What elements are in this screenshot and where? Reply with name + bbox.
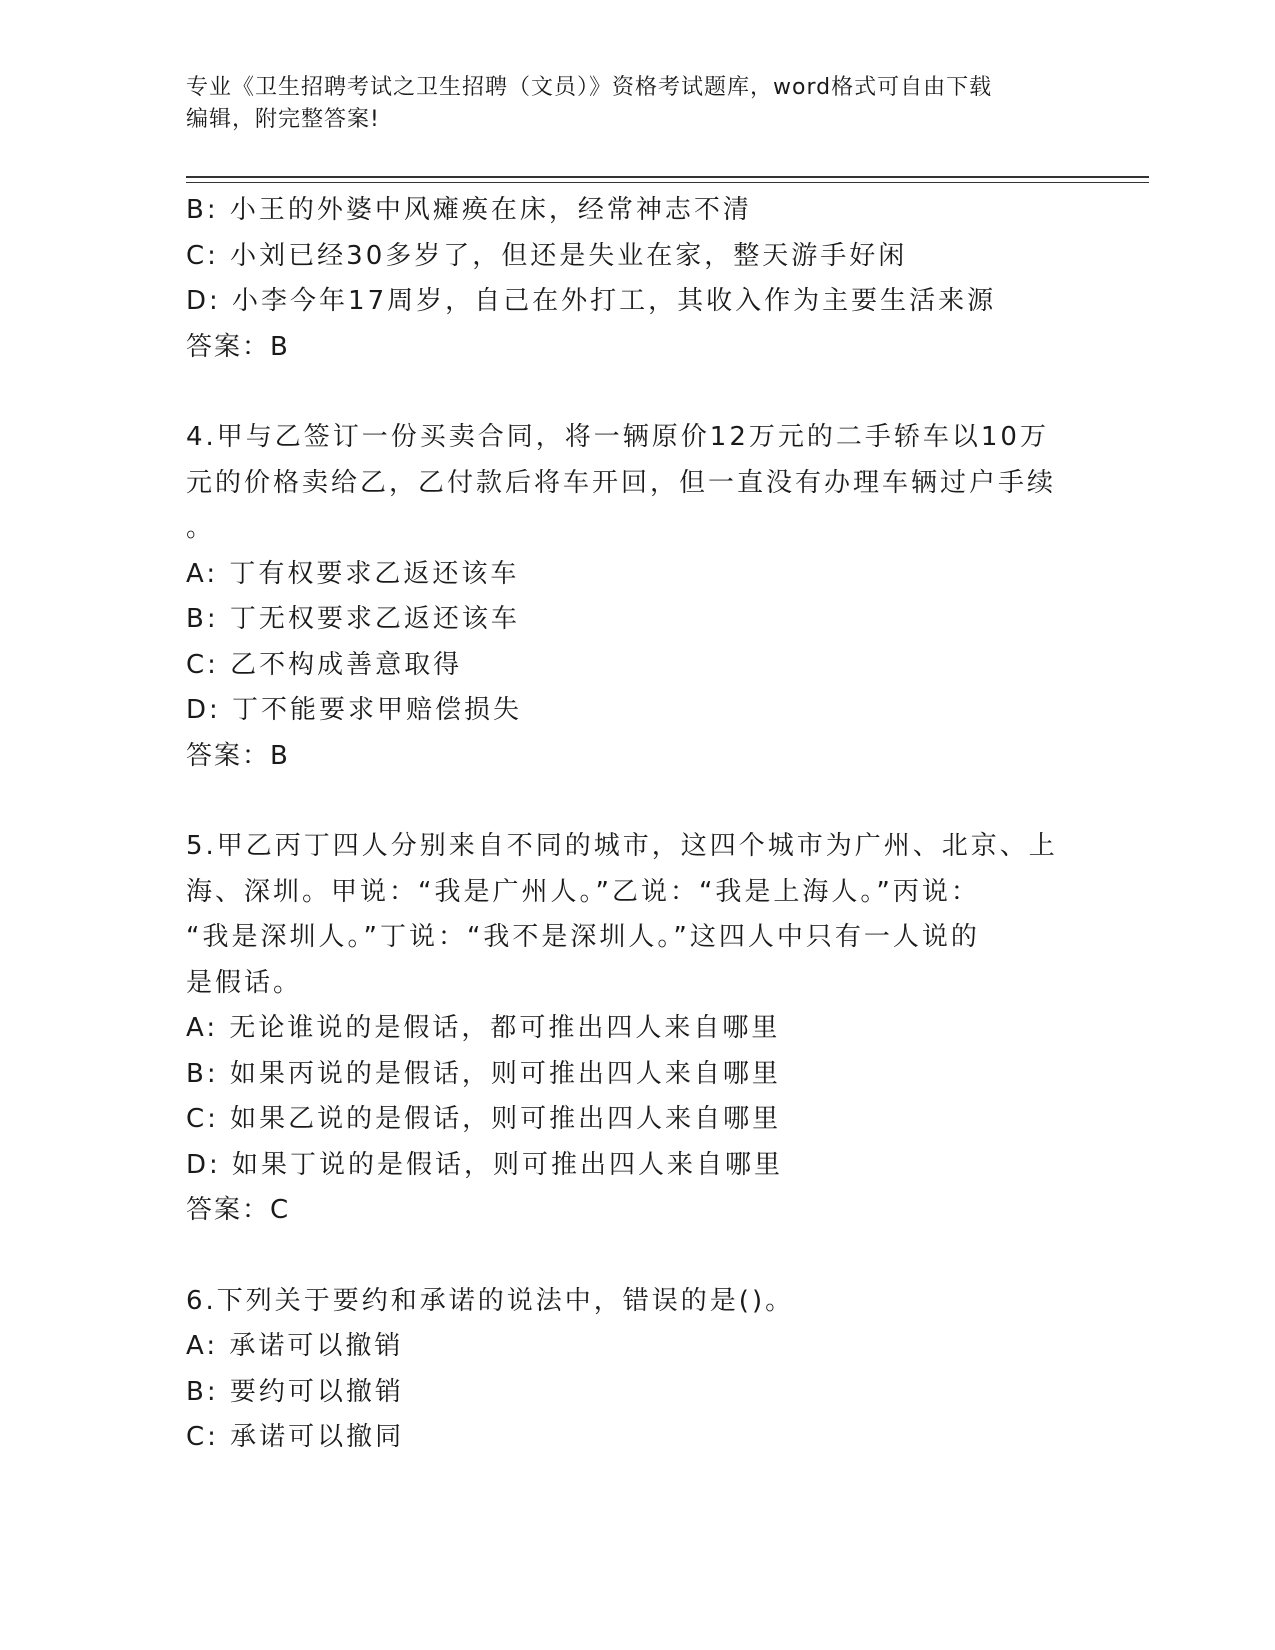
question-stem-line: “我是深圳人。”丁说：“我不是深圳人。”这四人中只有一人说的 (186, 922, 980, 952)
spacer (186, 1234, 1066, 1279)
question-stem-line: 6.下列关于要约和承诺的说法中，错误的是()。 (186, 1285, 795, 1316)
question-stem-line: 海、深圳。甲说：“我是广州人。”乙说：“我是上海人。”丙说： (186, 876, 980, 907)
option-d: D: 小李今年17周岁，自己在外打工，其收入作为主要生活来源 (186, 286, 997, 316)
answer-label: 答案：C (186, 1195, 291, 1225)
option-d: D: 如果丁说的是假话，则可推出四人来自哪里 (186, 1149, 784, 1180)
option-d: D: 丁不能要求甲赔偿损失 (186, 695, 523, 725)
document-header (186, 72, 1086, 136)
option-b: B: 小王的外婆中风瘫痪在床，经常神志不清 (186, 195, 752, 225)
question-block (186, 188, 1066, 370)
spacer (186, 779, 1066, 824)
option-b: B: 如果丙说的是假话，则可推出四人来自哪里 (186, 1058, 781, 1089)
option-a: A: 无论谁说的是假话，都可推出四人来自哪里 (186, 1013, 781, 1043)
question-stem-line: 是假话。 (186, 967, 303, 998)
option-a: A: 承诺可以撤销 (186, 1331, 404, 1361)
option-c: C: 乙不构成善意取得 (186, 649, 463, 680)
spacer (186, 370, 1066, 415)
option-b: B: 丁无权要求乙返还该车 (186, 604, 520, 634)
option-c: C: 如果乙说的是假话，则可推出四人来自哪里 (186, 1104, 782, 1134)
option-c: C: 承诺可以撤同 (186, 1422, 405, 1452)
question-stem-line: 5.甲乙丙丁四人分别来自不同的城市，这四个城市为广州、北京、上 (186, 831, 1058, 861)
option-a: A: 丁有权要求乙返还该车 (186, 558, 520, 589)
option-c: C: 小刘已经30多岁了，但还是失业在家，整天游手好闲 (186, 240, 908, 271)
option-b: B: 要约可以撤销 (186, 1376, 404, 1407)
header-divider (186, 176, 1149, 183)
question-stem-line: 元的价格卖给乙，乙付款后将车开回，但一直没有办理车辆过户手续 (186, 467, 1057, 498)
question-stem-line: 。 (186, 513, 216, 543)
answer-label: 答案：B (186, 740, 290, 771)
question-block (186, 824, 1066, 1234)
question-block (186, 415, 1066, 779)
question-list (186, 188, 1066, 1461)
header-title-line-1: 专业《卫生招聘考试之卫生招聘（文员）》资格考试题库，word格式可自由下载 (186, 75, 993, 100)
question-stem-line: 4.甲与乙签订一份买卖合同，将一辆原价12万元的二手轿车以10万 (186, 422, 1049, 452)
question-block (186, 1279, 1066, 1461)
header-title-line-2: 编辑，附完整答案! (186, 107, 380, 132)
answer-label: 答案：B (186, 331, 290, 362)
